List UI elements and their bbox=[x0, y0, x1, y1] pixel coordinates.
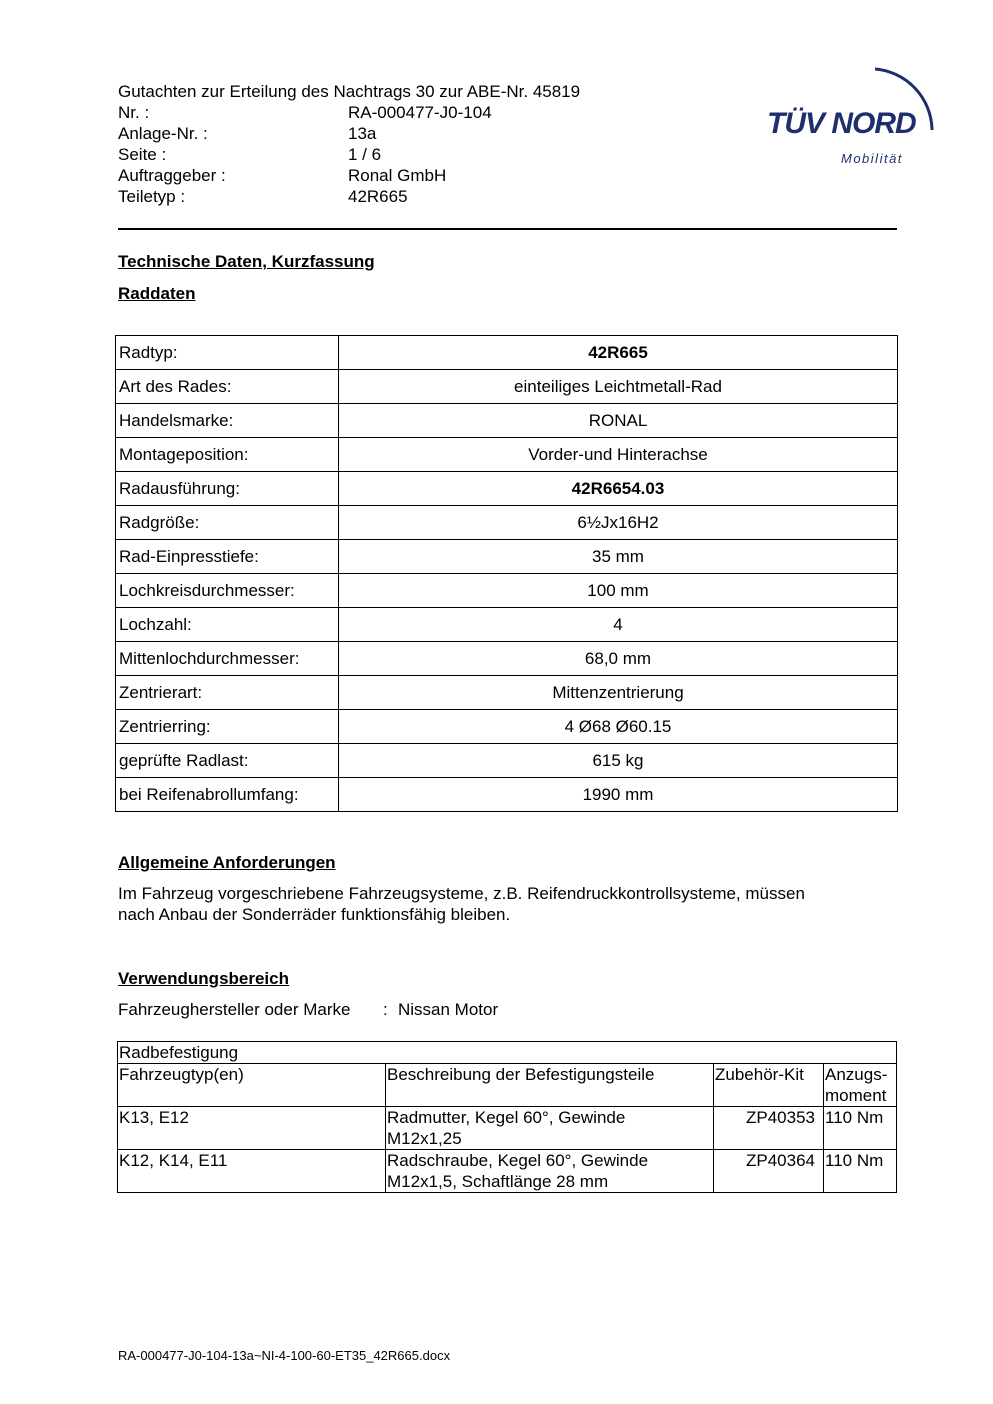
header-beschreibung: Beschreibung der Befestigungsteile bbox=[386, 1064, 714, 1107]
table-row bbox=[116, 370, 898, 404]
raddaten-value: 4 Ø68 Ø60.15 bbox=[339, 710, 898, 744]
table-row bbox=[116, 404, 898, 438]
table-row bbox=[116, 778, 898, 812]
row-fahrzeugtyp: K13, E12 bbox=[118, 1107, 386, 1150]
section-technische-daten: Technische Daten, Kurzfassung bbox=[118, 252, 375, 271]
table-row bbox=[118, 1150, 897, 1193]
raddaten-label: Zentrierart: bbox=[116, 676, 339, 710]
header-label-anlage: Anlage-Nr. : bbox=[118, 124, 208, 143]
raddaten-label: Lochzahl: bbox=[116, 608, 339, 642]
table-row bbox=[116, 710, 898, 744]
raddaten-label: Mittenlochdurchmesser: bbox=[116, 642, 339, 676]
row-anzugsmoment: 110 Nm bbox=[824, 1150, 897, 1193]
raddaten-label: Zentrierring: bbox=[116, 710, 339, 744]
header-anzugsmoment bbox=[824, 1064, 897, 1107]
row-anzugsmoment: 110 Nm bbox=[824, 1107, 897, 1150]
row-beschreibung bbox=[386, 1107, 714, 1150]
row-beschreibung-line-1: Radschraube, Kegel 60°, Gewinde bbox=[387, 1151, 649, 1170]
raddaten-label: Montageposition: bbox=[116, 438, 339, 472]
table-row bbox=[116, 642, 898, 676]
raddaten-table bbox=[115, 335, 898, 812]
raddaten-label: Radtyp: bbox=[116, 336, 339, 370]
header-fahrzeugtyp: Fahrzeugtyp(en) bbox=[118, 1064, 386, 1107]
table-row bbox=[116, 438, 898, 472]
row-beschreibung bbox=[386, 1150, 714, 1193]
raddaten-value: 1990 mm bbox=[339, 778, 898, 812]
raddaten-value: einteiliges Leichtmetall-Rad bbox=[339, 370, 898, 404]
section-allgemeine-anforderungen: Allgemeine Anforderungen bbox=[118, 853, 336, 872]
header-anzugsmoment-line-1: Anzugs- bbox=[825, 1065, 888, 1084]
table-row bbox=[116, 574, 898, 608]
row-zubehoer-kit: ZP40364 bbox=[714, 1150, 824, 1193]
raddaten-value: 42R6654.03 bbox=[339, 472, 898, 506]
header-label-nr: Nr. : bbox=[118, 103, 150, 122]
radbefestigung-table bbox=[117, 1041, 897, 1193]
header-divider bbox=[118, 228, 897, 230]
table-title-row bbox=[118, 1042, 897, 1064]
hersteller-value: Nissan Motor bbox=[398, 1000, 499, 1019]
raddaten-value: RONAL bbox=[339, 404, 898, 438]
raddaten-label: Art des Rades: bbox=[116, 370, 339, 404]
table-row bbox=[116, 608, 898, 642]
header-label-teiletyp: Teiletyp : bbox=[118, 187, 186, 206]
hersteller-separator: : bbox=[383, 1000, 388, 1019]
header-value-anlage: 13a bbox=[348, 124, 377, 143]
header-zubehoer-kit: Zubehör-Kit bbox=[714, 1064, 824, 1107]
section-verwendungsbereich: Verwendungsbereich bbox=[118, 969, 289, 988]
header-value-nr: RA-000477-J0-104 bbox=[348, 103, 492, 122]
header-anzugsmoment-line-2: moment bbox=[825, 1086, 887, 1105]
table-row bbox=[118, 1107, 897, 1150]
row-fahrzeugtyp: K12, K14, E11 bbox=[118, 1150, 386, 1193]
table-header-row bbox=[118, 1064, 897, 1107]
raddaten-value: 4 bbox=[339, 608, 898, 642]
header-value-seite: 1 / 6 bbox=[348, 145, 382, 164]
raddaten-label: Rad-Einpresstiefe: bbox=[116, 540, 339, 574]
raddaten-label: Lochkreisdurchmesser: bbox=[116, 574, 339, 608]
section-raddaten: Raddaten bbox=[118, 284, 196, 303]
table-row bbox=[116, 336, 898, 370]
document-title: Gutachten zur Erteilung des Nachtrags 30 zur ABE-Nr. 45819 bbox=[118, 82, 581, 101]
raddaten-value: 100 mm bbox=[339, 574, 898, 608]
raddaten-value: 42R665 bbox=[339, 336, 898, 370]
row-beschreibung-line-1: Radmutter, Kegel 60°, Gewinde bbox=[387, 1108, 626, 1127]
header-value-auftraggeber: Ronal GmbH bbox=[348, 166, 447, 185]
hersteller-label: Fahrzeughersteller oder Marke bbox=[118, 1000, 351, 1019]
row-zubehoer-kit: ZP40353 bbox=[714, 1107, 824, 1150]
logo-subtitle: Mobilität bbox=[841, 151, 903, 166]
table-row bbox=[116, 506, 898, 540]
allgemeine-text-line-2: nach Anbau der Sonderräder funktionsfähig bleiben. bbox=[118, 905, 511, 924]
footer-filename: RA-000477-J0-104-13a~NI-4-100-60-ET35_42R665.docx bbox=[118, 1348, 451, 1363]
table-row bbox=[116, 540, 898, 574]
header-label-seite: Seite : bbox=[118, 145, 167, 164]
raddaten-value: Mittenzentrierung bbox=[339, 676, 898, 710]
table-row bbox=[116, 744, 898, 778]
table-row bbox=[116, 472, 898, 506]
raddaten-value: 35 mm bbox=[339, 540, 898, 574]
raddaten-label: bei Reifenabrollumfang: bbox=[116, 778, 339, 812]
logo-wordmark: TÜV NORD bbox=[767, 107, 916, 140]
raddaten-label: Handelsmarke: bbox=[116, 404, 339, 438]
header-label-auftraggeber: Auftraggeber : bbox=[118, 166, 226, 185]
table-row bbox=[116, 676, 898, 710]
raddaten-value: Vorder-und Hinterachse bbox=[339, 438, 898, 472]
row-beschreibung-line-2: M12x1,25 bbox=[387, 1129, 462, 1148]
row-beschreibung-line-2: M12x1,5, Schaftlänge 28 mm bbox=[387, 1172, 609, 1191]
raddaten-value: 6½Jx16H2 bbox=[339, 506, 898, 540]
header-value-teiletyp: 42R665 bbox=[348, 187, 408, 206]
allgemeine-text-line-1: Im Fahrzeug vorgeschriebene Fahrzeugsysteme, z.B. Reifendruckkontrollsysteme, müssen bbox=[118, 884, 805, 903]
raddaten-label: Radausführung: bbox=[116, 472, 339, 506]
raddaten-value: 615 kg bbox=[339, 744, 898, 778]
raddaten-label: geprüfte Radlast: bbox=[116, 744, 339, 778]
radbefestigung-title: Radbefestigung bbox=[118, 1042, 897, 1064]
raddaten-label: Radgröße: bbox=[116, 506, 339, 540]
raddaten-value: 68,0 mm bbox=[339, 642, 898, 676]
